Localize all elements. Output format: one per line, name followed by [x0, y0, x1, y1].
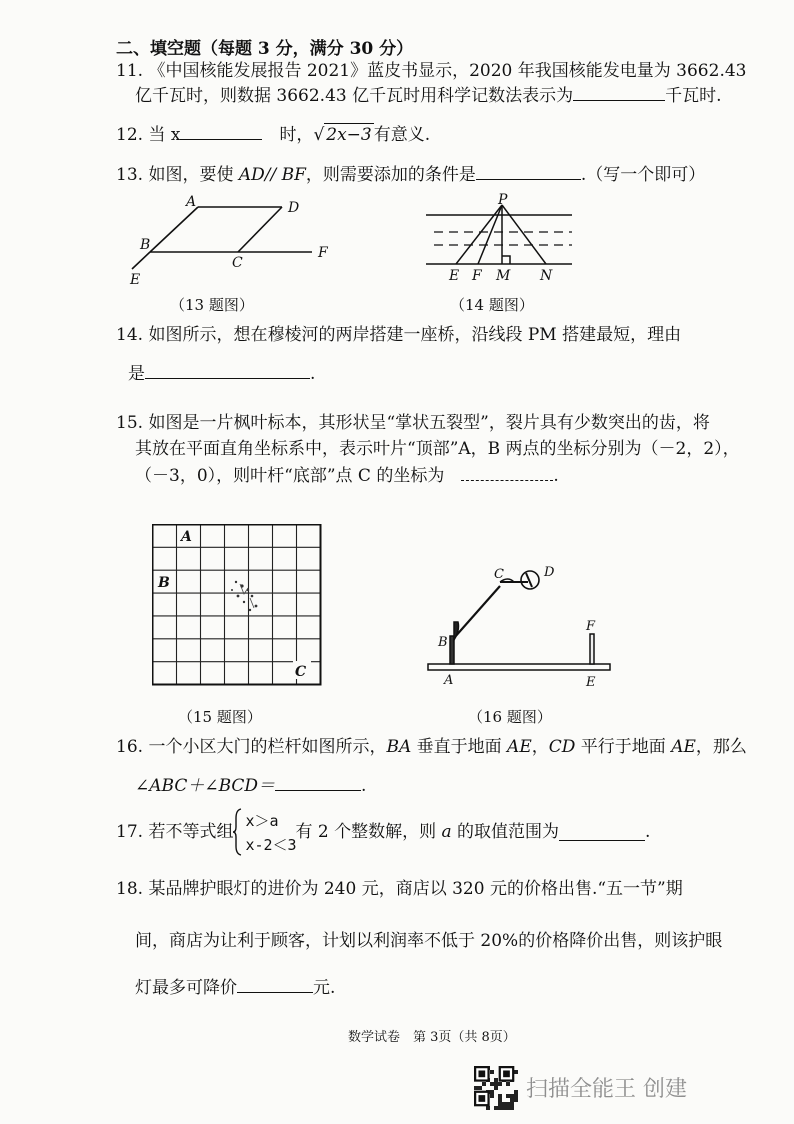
q12-radicand: 2x−3 — [326, 125, 372, 145]
q15-text: （－3，0），则叶杆“底部”点 C 的坐标为 — [135, 466, 445, 486]
q11-line1: 11. 《中国核能发展报告 2021》蓝皮书显示，2020 年我国核能发电量为 3662.43 — [116, 61, 747, 81]
q18-end: 元. — [313, 978, 336, 998]
q17-text-c: 的取值范围为 — [451, 822, 560, 842]
q14-line2 — [128, 362, 315, 385]
q16-line1 — [116, 736, 747, 758]
qr-code-icon — [474, 1066, 518, 1110]
fig14-right-angle — [502, 256, 510, 264]
q12 — [116, 123, 430, 146]
q12-text-b: 时， — [279, 125, 314, 145]
fig14-label-e: E — [449, 268, 460, 284]
q16-answer-blank[interactable] — [275, 774, 361, 791]
q18-line2: 间，商店为让利于顾客，计划以利润率不低于 20%的价格降价出售，则该护眼 — [135, 931, 723, 951]
fig16-caption: （16 题图） — [468, 708, 552, 726]
q17-text-b: 有 2 个整数解，则 — [295, 822, 442, 842]
q13-answer-blank[interactable] — [476, 163, 581, 180]
fig15-label-b: B — [158, 575, 170, 591]
fig13-label-c: C — [232, 255, 243, 271]
fig15-label-c: C — [295, 664, 307, 680]
q14-answer-blank[interactable] — [145, 362, 310, 379]
fig14-caption: （14 题图） — [450, 296, 534, 314]
q15-end: . — [553, 466, 559, 486]
fig16-diagram — [420, 560, 620, 690]
q12-text-a: 12. 当 x — [116, 125, 181, 145]
fig15-grid — [153, 525, 321, 685]
left-brace-icon — [233, 808, 243, 856]
q14-line1: 14. 如图所示，想在穆棱河的两岸搭建一座桥，沿线段 PM 搭建最短，理由 — [116, 325, 682, 345]
q11-unit: 千瓦时. — [665, 86, 722, 106]
q16-ae1: AE — [507, 737, 532, 757]
q17-answer-blank[interactable] — [559, 824, 645, 841]
fig15-caption: （15 题图） — [178, 708, 262, 726]
q16-text-e: ，那么 — [695, 737, 747, 757]
q17-ineq1: x＞a — [245, 812, 279, 830]
fig14-label-p: P — [498, 192, 508, 208]
fig16-ground — [428, 664, 610, 670]
fig15-label-a: A — [181, 529, 192, 545]
fig13-line-dc — [238, 207, 282, 252]
fig14-label-f: F — [472, 268, 482, 284]
q12-text-c: 有意义. — [373, 125, 431, 145]
q17-end: . — [645, 822, 651, 842]
fig13-line-be — [132, 252, 150, 269]
q16-expression: ∠ABC＋∠BCD＝ — [135, 776, 276, 796]
q17-inequality-system — [233, 808, 295, 856]
fig14-line-pn — [502, 205, 546, 264]
q15-line3 — [135, 464, 559, 487]
fig14-line-pf — [478, 205, 502, 264]
q16-end: . — [361, 776, 367, 796]
q11-line2 — [135, 84, 722, 107]
q18-answer-blank[interactable] — [237, 976, 313, 993]
q14-text: 是 — [128, 364, 145, 384]
q13-text-a: 13. 如图，要使 — [116, 165, 239, 185]
q16-text-b: 垂直于地面 — [411, 737, 508, 757]
q13-condition: AD// BF — [238, 165, 306, 185]
q18-text: 灯最多可降价 — [135, 978, 237, 998]
q16-text-d: 平行于地面 — [575, 737, 672, 757]
q17 — [116, 808, 650, 864]
q17-ineq2: x-2＜3 — [245, 836, 297, 854]
fig14-label-n: N — [540, 268, 553, 284]
q13-text-c: .（写一个即可） — [580, 165, 706, 185]
fig13-diagram — [120, 192, 340, 292]
q15-answer-blank[interactable] — [461, 464, 553, 481]
fig16-bar-bc — [454, 586, 500, 638]
fig14-diagram — [422, 192, 582, 284]
fig16-joint-b — [454, 622, 459, 640]
fig13-label-f: F — [318, 245, 328, 261]
q16-text-a: 16. 一个小区大门的栏杆如图所示， — [116, 737, 387, 757]
fig16-label-b: B — [438, 635, 448, 650]
q13 — [116, 163, 705, 186]
fig15-border — [153, 525, 321, 685]
fig16-label-f: F — [586, 619, 596, 634]
sqrt-symbol: √ — [313, 125, 325, 145]
fig16-post-ef — [590, 634, 594, 664]
fig16-lamp-mark — [526, 573, 532, 587]
fig13-caption: （13 题图） — [170, 296, 254, 314]
q16-line2 — [135, 774, 366, 797]
fig16-label-e: E — [586, 675, 596, 690]
fig13-label-d: D — [288, 200, 300, 216]
section-title: 二、填空题（每题 3 分，满分 30 分） — [116, 39, 414, 59]
fig14-label-m: M — [496, 268, 511, 284]
q11-text: 亿千瓦时，则数据 3662.43 亿千瓦时用科学记数法表示为 — [135, 86, 574, 106]
fig14-line-pe — [456, 205, 502, 264]
fig16-label-d: D — [544, 565, 555, 580]
q14-end: . — [310, 364, 316, 384]
fig13-label-b: B — [140, 237, 151, 253]
q16-cd: CD — [548, 737, 576, 757]
q15-line2: 其放在平面直角坐标系中，表示叶片“顶部”A，B 两点的坐标分别为（－2，2）， — [135, 439, 740, 459]
fig16-label-a: A — [444, 673, 454, 688]
q15-line1: 15. 如图是一片枫叶标本，其形状呈“掌状五裂型”，裂片具有少数突出的齿，将 — [116, 413, 710, 433]
q16-ae2: AE — [671, 737, 696, 757]
q17-var: a — [441, 822, 452, 842]
watermark: 扫描全能王 创建 — [526, 1077, 687, 1102]
maple-leaf-icon — [231, 581, 257, 611]
page-footer: 数学试卷 第 3页（共 8页） — [348, 1030, 516, 1045]
fig13-label-a: A — [186, 194, 197, 210]
q18-line1: 18. 某品牌护眼灯的进价为 240 元，商店以 320 元的价格出售.“五一节”期 — [116, 879, 683, 899]
fig13-line-ab — [150, 207, 198, 252]
q16-text-c: ， — [531, 737, 549, 757]
q11-answer-blank[interactable] — [573, 84, 665, 101]
fig16-label-c: C — [494, 567, 504, 582]
q13-text-b: ，则需要添加的条件是 — [305, 165, 476, 185]
fig15-diagram — [152, 524, 324, 688]
q16-ba: BA — [386, 737, 412, 757]
fig14-water-lines — [434, 232, 572, 245]
q18-line3 — [135, 976, 335, 999]
fig13-label-e: E — [130, 272, 141, 288]
q17-text-a: 17. 若不等式组 — [116, 822, 234, 842]
q12-answer-blank[interactable] — [180, 123, 262, 140]
